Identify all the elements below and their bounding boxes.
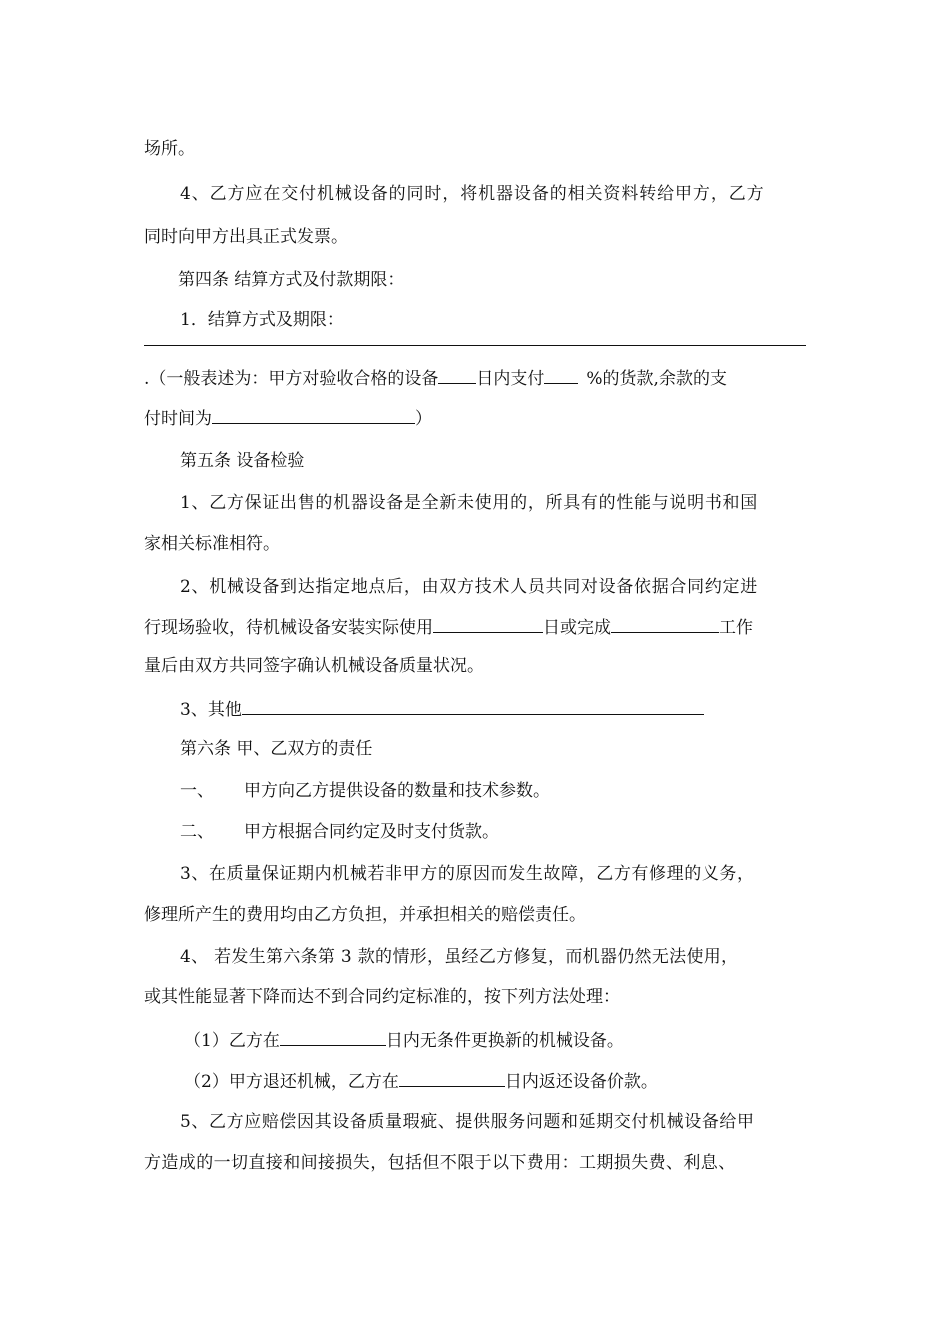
text-segment: （1）乙方在 [184,1031,280,1051]
text-segment: .（一般表述为：甲方对验收合格的设备 [144,369,439,389]
text-segment: 甲方向乙方提供设备的数量和技术参数。 [244,781,550,801]
clause-paragraph [180,696,704,722]
text-line: 场所。 [144,139,195,159]
text-segment: 日内支付 [476,369,545,389]
text-segment: 日或完成 [543,618,611,638]
list-marker: 二、 [180,822,214,842]
text-line [144,405,432,431]
clause-paragraph: 1、乙方保证出售的机器设备是全新未使用的，所具有的性能与说明书和国 [180,493,758,513]
text-segment: ） [415,409,432,429]
clause-paragraph: 4、乙方应在交付机械设备的同时，将机器设备的相关资料转给甲方，乙方 [180,184,765,204]
clause-paragraph: 4、 若发生第六条第 3 款的情形，虽经乙方修复，而机器仍然无法使用， [180,947,739,967]
text-segment: 3、其他 [180,700,242,720]
blank-fill-line [399,1068,505,1087]
text-segment: 付时间为 [144,409,212,429]
list-marker: 一、 [180,781,214,801]
text-line: 同时向甲方出具正式发票。 [144,227,348,247]
blank-fill-line [433,614,543,633]
text-line: 方造成的一切直接和间接损失，包括但不限于以下费用：工期损失费、利息、 [144,1153,736,1173]
article-heading: 第五条 设备检验 [180,451,305,471]
clause-paragraph: 1．结算方式及期限： [180,310,344,330]
text-line [144,614,753,640]
blank-fill-line [544,365,578,384]
text-segment: 行现场验收，待机械设备安装实际使用 [144,618,433,638]
blank-fill-line [280,1027,386,1046]
clause-paragraph: 5、乙方应赔偿因其设备质量瑕疵、提供服务问题和延期交付机械设备给甲 [180,1112,755,1132]
text-segment: %的货款,余款的支 [586,369,727,389]
text-segment: 甲方根据合同约定及时支付货款。 [244,822,499,842]
article-heading: 第四条 结算方式及付款期限： [178,270,405,290]
blank-fill-line [242,696,704,715]
blank-fill-line [438,365,476,384]
text-segment: 工作 [719,618,753,638]
sub-item [184,1068,658,1094]
text-line: 家相关标准相符。 [144,534,280,554]
clause-paragraph [180,779,550,803]
text-line: 修理所产生的费用均由乙方负担，并承担相关的赔偿责任。 [144,905,586,925]
clause-paragraph [144,365,727,391]
text-segment: （2）甲方退还机械，乙方在 [184,1072,399,1092]
clause-paragraph [180,820,499,844]
clause-paragraph: 3、在质量保证期内机械若非甲方的原因而发生故障，乙方有修理的义务， [180,864,755,884]
clause-paragraph: 2、机械设备到达指定地点后，由双方技术人员共同对设备依据合同约定进 [180,577,758,597]
article-heading: 第六条 甲、乙双方的责任 [180,739,373,759]
blank-fill-line [611,614,719,633]
text-segment: 日内返还设备价款。 [504,1072,658,1092]
blank-fill-line [212,405,415,424]
blank-fill-line [144,345,806,346]
text-line: 或其性能显著下降而达不到合同约定标准的，按下列方法处理： [144,987,620,1007]
text-segment: 日内无条件更换新的机械设备。 [385,1031,624,1051]
text-line: 量后由双方共同签字确认机械设备质量状况。 [144,656,484,676]
sub-item [184,1027,624,1053]
